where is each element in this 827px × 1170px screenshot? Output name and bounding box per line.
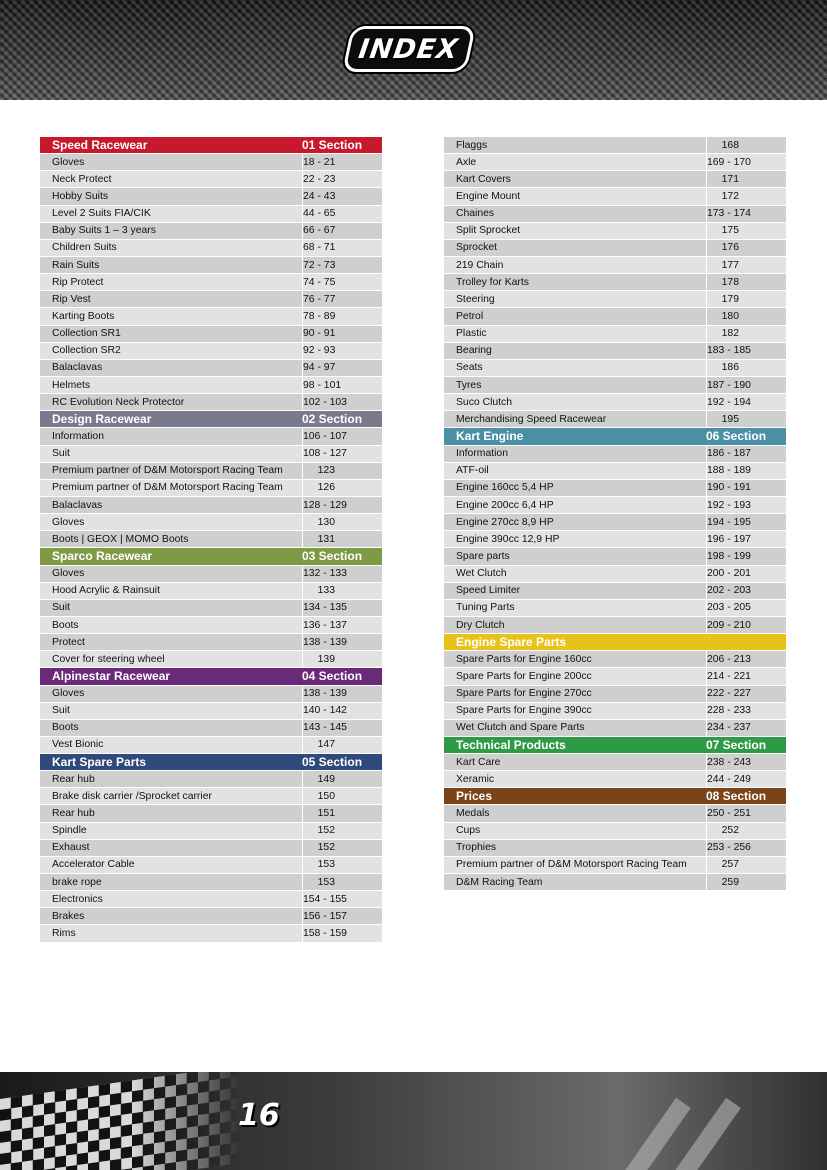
entry-name: Balaclavas [52, 362, 103, 374]
entry-pages: 152 [302, 823, 382, 839]
entry-pages: 106 - 107 [302, 428, 394, 444]
entry-name: Tuning Parts [456, 602, 515, 614]
index-entry-row [444, 223, 786, 240]
entry-pages: 244 - 249 [706, 771, 798, 787]
entry-pages: 24 - 43 [302, 188, 382, 204]
entry-pages: 90 - 91 [302, 326, 382, 342]
entry-pages: 72 - 73 [302, 257, 382, 273]
index-entry-row [40, 703, 382, 720]
section-header-row [40, 754, 382, 771]
index-entry-row [444, 411, 786, 428]
section-title: Engine Spare Parts [456, 635, 567, 650]
entry-pages: 203 - 205 [706, 600, 798, 616]
entry-pages: 222 - 227 [706, 686, 798, 702]
index-entry-row [444, 531, 786, 548]
index-entry-row [40, 188, 382, 205]
entry-pages: 190 - 191 [706, 480, 798, 496]
entry-name: Premium partner of D&M Motorsport Racing Team [52, 482, 283, 494]
entry-name: Brakes [52, 910, 85, 922]
entry-name: Cover for steering wheel [52, 653, 165, 665]
entry-pages: 194 - 195 [706, 514, 798, 530]
entry-pages: 108 - 127 [302, 446, 394, 462]
index-entry-row [40, 514, 382, 531]
entry-pages: 98 - 101 [302, 377, 388, 393]
section-header-row [40, 411, 382, 428]
section-number: 07 Section [706, 737, 767, 752]
index-entry-row [40, 874, 382, 891]
entry-pages: 186 - 187 [706, 446, 798, 462]
entry-pages: 257 [706, 857, 786, 873]
entry-pages: 151 [302, 805, 382, 821]
entry-name: Gloves [52, 516, 85, 528]
section-title: Technical Products [456, 737, 566, 752]
entry-name: Accelerator Cable [52, 859, 135, 871]
entry-name: D&M Racing Team [456, 876, 543, 888]
entry-name: Wet Clutch and Spare Parts [456, 722, 585, 734]
entry-name: Trolley for Karts [456, 276, 529, 288]
entry-pages: 102 - 103 [302, 394, 394, 410]
entry-pages: 78 - 89 [302, 308, 382, 324]
entry-pages: 128 - 129 [302, 497, 394, 513]
index-entry-row [444, 188, 786, 205]
index-entry-row [40, 291, 382, 308]
entry-pages: 136 - 137 [302, 617, 394, 633]
entry-pages: 178 [706, 274, 786, 290]
index-entry-row [40, 223, 382, 240]
entry-name: Speed Limiter [456, 585, 521, 597]
index-entry-row [444, 137, 786, 154]
index-entry-row [40, 737, 382, 754]
entry-pages: 209 - 210 [706, 617, 798, 633]
entry-name: Spindle [52, 825, 87, 837]
track-stripe-decoration [607, 1098, 691, 1170]
index-entry-row [40, 171, 382, 188]
entry-name: Rip Vest [52, 293, 91, 305]
entry-pages: 153 [302, 857, 382, 873]
entry-name: Suco Clutch [456, 396, 513, 408]
entry-pages: 252 [706, 823, 786, 839]
entry-pages: 168 [706, 137, 786, 153]
entry-name: Xeramic [456, 773, 495, 785]
entry-name: Information [456, 448, 508, 460]
entry-name: Neck Protect [52, 173, 112, 185]
entry-name: Bearing [456, 345, 492, 357]
index-entry-row [444, 480, 786, 497]
entry-pages: 153 [302, 874, 382, 890]
entry-name: RC Evolution Neck Protector [52, 396, 185, 408]
index-entry-row [444, 274, 786, 291]
index-entry-row [444, 874, 786, 891]
index-entry-row [40, 463, 382, 480]
entry-pages: 134 - 135 [302, 600, 394, 616]
index-entry-row [444, 566, 786, 583]
entry-name: Chaines [456, 208, 495, 220]
index-entry-row [444, 668, 786, 685]
index-entry-row [40, 257, 382, 274]
entry-pages: 154 - 155 [302, 891, 394, 907]
index-entry-row [40, 925, 382, 942]
entry-name: Plastic [456, 328, 487, 340]
index-entry-row [40, 360, 382, 377]
index-entry-row [40, 634, 382, 651]
entry-name: Rear hub [52, 773, 95, 785]
section-number: 01 Section [302, 138, 363, 153]
section-number [706, 634, 786, 650]
entry-pages: 92 - 93 [302, 343, 382, 359]
entry-pages: 152 [302, 840, 382, 856]
index-entry-row [444, 171, 786, 188]
entry-name: Gloves [52, 156, 85, 168]
index-entry-row [40, 686, 382, 703]
entry-name: Spare Parts for Engine 270cc [456, 688, 592, 700]
index-entry-row [444, 394, 786, 411]
entry-pages: 156 - 157 [302, 908, 394, 924]
entry-pages: 192 - 193 [706, 497, 798, 513]
entry-pages: 18 - 21 [302, 154, 382, 170]
entry-name: Kart Care [456, 756, 501, 768]
index-entry-row [444, 497, 786, 514]
entry-name: Karting Boots [52, 310, 115, 322]
index-entry-row [444, 154, 786, 171]
section-title: Kart Engine [456, 429, 524, 444]
section-title: Design Racewear [52, 412, 152, 427]
entry-name: Engine 160cc 5,4 HP [456, 482, 554, 494]
entry-name: 219 Chain [456, 259, 504, 271]
entry-pages: 139 [302, 651, 382, 667]
entry-name: Suit [52, 705, 70, 717]
entry-pages: 228 - 233 [706, 703, 798, 719]
entry-name: Rear hub [52, 808, 95, 820]
entry-pages: 176 [706, 240, 786, 256]
index-entry-row [40, 600, 382, 617]
entry-pages: 253 - 256 [706, 840, 798, 856]
index-entry-row [444, 308, 786, 325]
entry-pages: 238 - 243 [706, 754, 798, 770]
section-number: 05 Section [302, 755, 363, 770]
entry-name: Baby Suits 1 – 3 years [52, 225, 156, 237]
entry-pages: 180 [706, 308, 786, 324]
index-entry-row [40, 617, 382, 634]
page-number: 16 [238, 1098, 280, 1133]
entry-pages: 195 [706, 411, 786, 427]
index-entry-row [444, 326, 786, 343]
entry-pages: 198 - 199 [706, 548, 798, 564]
section-number: 08 Section [706, 789, 767, 804]
entry-name: Premium partner of D&M Motorsport Racing Team [52, 465, 283, 477]
entry-pages: 131 [302, 531, 382, 547]
entry-name: Suit [52, 448, 70, 460]
entry-name: Flaggs [456, 139, 488, 151]
entry-pages: 66 - 67 [302, 223, 382, 239]
entry-pages: 177 [706, 257, 786, 273]
index-entry-row [40, 446, 382, 463]
entry-name: Suit [52, 602, 70, 614]
index-entry-row [444, 240, 786, 257]
index-column-left [40, 137, 382, 943]
index-entry-row [40, 908, 382, 925]
entry-name: Engine Mount [456, 190, 521, 202]
entry-name: Balaclavas [52, 499, 103, 511]
entry-pages: 158 - 159 [302, 925, 394, 941]
entry-pages: 192 - 194 [706, 394, 798, 410]
entry-name: Engine 200cc 6,4 HP [456, 499, 554, 511]
index-entry-row [444, 446, 786, 463]
index-entry-row [444, 617, 786, 634]
index-entry-row [40, 240, 382, 257]
section-title: Sparco Racewear [52, 549, 153, 564]
section-title: Kart Spare Parts [52, 755, 147, 770]
entry-name: Boots [52, 619, 79, 631]
entry-pages: 126 [302, 480, 382, 496]
index-entry-row [444, 377, 786, 394]
index-entry-row [444, 840, 786, 857]
entry-name: Boots [52, 722, 79, 734]
entry-pages: 138 - 139 [302, 686, 394, 702]
index-entry-row [40, 771, 382, 788]
entry-name: Engine 270cc 8,9 HP [456, 516, 554, 528]
entry-pages: 130 [302, 514, 382, 530]
index-entry-row [444, 805, 786, 822]
index-entry-row [444, 583, 786, 600]
entry-name: Gloves [52, 688, 85, 700]
entry-pages: 214 - 221 [706, 668, 798, 684]
index-entry-row [40, 823, 382, 840]
index-entry-row [40, 377, 382, 394]
entry-name: Collection SR2 [52, 345, 121, 357]
index-entry-row [40, 343, 382, 360]
index-entry-row [40, 720, 382, 737]
entry-name: Spare parts [456, 550, 510, 562]
entry-name: Gloves [52, 568, 85, 580]
entry-pages: 206 - 213 [706, 651, 798, 667]
entry-name: Rims [52, 928, 76, 940]
entry-name: Sprocket [456, 242, 498, 254]
entry-pages: 169 - 170 [706, 154, 798, 170]
entry-name: ATF-oil [456, 465, 489, 477]
index-logo-text: INDEX [357, 33, 461, 65]
index-entry-row [444, 206, 786, 223]
entry-name: brake rope [52, 876, 102, 888]
index-entry-row [40, 805, 382, 822]
entry-name: Spare Parts for Engine 160cc [456, 653, 592, 665]
entry-pages: 196 - 197 [706, 531, 798, 547]
entry-name: Boots | GEOX | MOMO Boots [52, 533, 189, 545]
index-entry-row [40, 308, 382, 325]
index-entry-row [40, 206, 382, 223]
entry-pages: 183 - 185 [706, 343, 798, 359]
entry-pages: 22 - 23 [302, 171, 382, 187]
entry-pages: 133 [302, 583, 382, 599]
index-entry-row [40, 497, 382, 514]
index-entry-row [444, 703, 786, 720]
entry-pages: 172 [706, 188, 786, 204]
entry-name: Petrol [456, 310, 484, 322]
index-entry-row [444, 823, 786, 840]
index-entry-row [40, 154, 382, 171]
section-header-row [444, 788, 786, 805]
entry-name: Medals [456, 808, 490, 820]
entry-pages: 68 - 71 [302, 240, 382, 256]
index-entry-row [40, 274, 382, 291]
entry-pages: 179 [706, 291, 786, 307]
entry-pages: 182 [706, 326, 786, 342]
index-entry-row [40, 788, 382, 805]
entry-name: Merchandising Speed Racewear [456, 413, 607, 425]
entry-name: Spare Parts for Engine 390cc [456, 705, 592, 717]
index-entry-row [444, 463, 786, 480]
index-entry-row [444, 600, 786, 617]
index-entry-row [444, 514, 786, 531]
index-entry-row [40, 566, 382, 583]
index-entry-row [40, 840, 382, 857]
entry-pages: 123 [302, 463, 382, 479]
entry-name: Helmets [52, 379, 91, 391]
section-number: 02 Section [302, 412, 363, 427]
entry-name: Split Sprocket [456, 225, 521, 237]
checkered-flag-image [0, 1072, 240, 1170]
entry-pages: 149 [302, 771, 382, 787]
section-header-row [444, 737, 786, 754]
section-number: 03 Section [302, 549, 363, 564]
entry-pages: 202 - 203 [706, 583, 798, 599]
section-header-row [444, 428, 786, 445]
entry-pages: 175 [706, 223, 786, 239]
entry-pages: 259 [706, 874, 786, 890]
entry-name: Electronics [52, 893, 103, 905]
entry-pages: 200 - 201 [706, 566, 798, 582]
entry-name: Children Suits [52, 242, 117, 254]
section-header-row [444, 634, 786, 651]
entry-name: Information [52, 430, 104, 442]
entry-name: Hobby Suits [52, 190, 109, 202]
index-entry-row [444, 857, 786, 874]
entry-name: Dry Clutch [456, 619, 505, 631]
index-entry-row [40, 394, 382, 411]
entry-name: Engine 390cc 12,9 HP [456, 533, 560, 545]
index-entry-row [40, 857, 382, 874]
index-entry-row [40, 428, 382, 445]
entry-name: Rain Suits [52, 259, 100, 271]
entry-name: Premium partner of D&M Motorsport Racing Team [456, 859, 687, 871]
entry-name: Hood Acrylic & Rainsuit [52, 585, 160, 597]
entry-pages: 250 - 251 [706, 805, 798, 821]
section-header-row [40, 668, 382, 685]
index-entry-row [444, 720, 786, 737]
section-header-row [40, 137, 382, 154]
entry-pages: 188 - 189 [706, 463, 798, 479]
entry-name: Seats [456, 362, 483, 374]
section-header-row [40, 548, 382, 565]
entry-name: Rip Protect [52, 276, 104, 288]
index-entry-row [444, 771, 786, 788]
header-banner [0, 0, 827, 100]
index-column-right [444, 137, 786, 891]
index-entry-row [444, 548, 786, 565]
index-entry-row [444, 686, 786, 703]
index-entry-row [40, 480, 382, 497]
entry-name: Kart Covers [456, 173, 511, 185]
entry-name: Level 2 Suits FIA/CIK [52, 208, 151, 220]
index-entry-row [444, 343, 786, 360]
entry-name: Tyres [456, 379, 482, 391]
section-title: Prices [456, 789, 493, 804]
entry-name: Brake disk carrier /Sprocket carrier [52, 790, 212, 802]
entry-name: Steering [456, 293, 495, 305]
entry-pages: 140 - 142 [302, 703, 394, 719]
entry-name: Spare Parts for Engine 200cc [456, 670, 592, 682]
entry-pages: 44 - 65 [302, 206, 382, 222]
entry-name: Exhaust [52, 842, 90, 854]
index-entry-row [444, 651, 786, 668]
entry-pages: 234 - 237 [706, 720, 798, 736]
entry-pages: 138 - 139 [302, 634, 394, 650]
footer-banner [0, 1072, 827, 1170]
entry-pages: 76 - 77 [302, 291, 382, 307]
entry-name: Axle [456, 156, 477, 168]
entry-pages: 143 - 145 [302, 720, 394, 736]
entry-pages: 74 - 75 [302, 274, 382, 290]
entry-name: Wet Clutch [456, 568, 507, 580]
entry-pages: 150 [302, 788, 382, 804]
entry-name: Cups [456, 825, 481, 837]
index-logo [342, 26, 476, 72]
entry-name: Vest Bionic [52, 739, 104, 751]
section-title: Speed Racewear [52, 138, 148, 153]
index-entry-row [40, 583, 382, 600]
index-entry-row [40, 531, 382, 548]
section-title: Alpinestar Racewear [52, 669, 171, 684]
index-entry-row [444, 291, 786, 308]
entry-name: Collection SR1 [52, 328, 121, 340]
entry-pages: 132 - 133 [302, 566, 394, 582]
index-entry-row [444, 754, 786, 771]
entry-pages: 187 - 190 [706, 377, 798, 393]
entry-pages: 171 [706, 171, 786, 187]
index-entry-row [40, 326, 382, 343]
entry-pages: 94 - 97 [302, 360, 382, 376]
section-number: 06 Section [706, 429, 767, 444]
section-number: 04 Section [302, 669, 363, 684]
entry-pages: 186 [706, 360, 786, 376]
entry-pages: 173 - 174 [706, 206, 798, 222]
entry-pages: 147 [302, 737, 382, 753]
entry-name: Protect [52, 636, 85, 648]
index-entry-row [40, 891, 382, 908]
index-entry-row [444, 257, 786, 274]
index-entry-row [40, 651, 382, 668]
index-entry-row [444, 360, 786, 377]
entry-name: Trophies [456, 842, 497, 854]
